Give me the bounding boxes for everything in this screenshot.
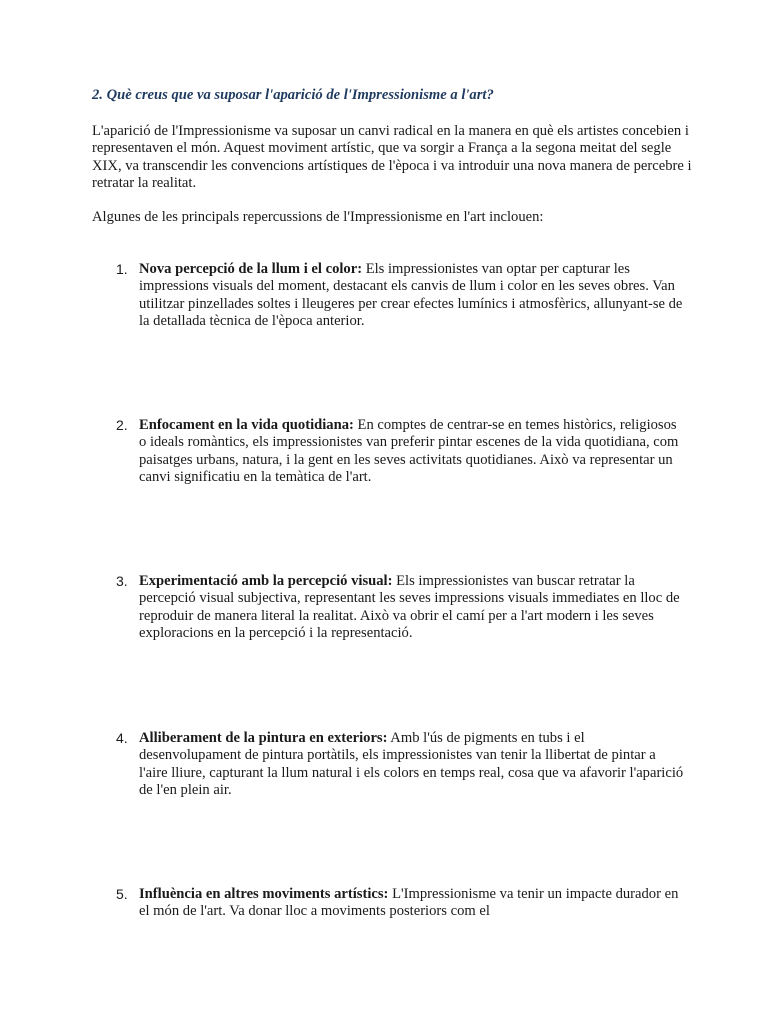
list-item-text — [139, 886, 684, 921]
list-item-body: En comptes de centrar-se en temes històrics, religiosos o ideals romàntics, els impressionistes van preferir pintar escenes de la vida quotidiana, com paisatges urbans, natura, i la gent en les seves activitats quotidianes. Això va representar un canvi significatiu en la temàtica de l'art. — [139, 417, 679, 486]
intro-paragraph: L'aparició de l'Impressionisme va suposar un canvi radical en la manera en què els artistes concebien i representaven el món. Aquest moviment artístic, que va sorgir a França a la segona meitat del segle XIX, va transcendir les convencions artístiques de l'època i va introduir una nova manera de percebre i retratar la realitat. — [92, 123, 692, 192]
list-item-number: 1. — [116, 261, 128, 277]
lead-paragraph: Algunes de les principals repercussions de l'Impressionisme en l'art inclouen: — [92, 209, 544, 225]
list-item-title: Enfocament en la vida quotidiana: — [139, 417, 354, 433]
list-item-number: 5. — [116, 886, 128, 902]
list-item-text — [139, 573, 684, 643]
list-item-body: Amb l'ús de pigments en tubs i el desenvolupament de pintura portàtils, els impressionistes van tenir la llibertat de pintar a l'aire lliure, capturant la llum natural i els colors en temps real, cosa que va afavorir l'aparició de l'en plein air. — [139, 730, 684, 799]
list-item-text — [139, 730, 684, 800]
list-item-number: 3. — [116, 573, 128, 589]
list-item-number: 4. — [116, 730, 128, 746]
list-item-title: Nova percepció de la llum i el color: — [139, 261, 363, 277]
list-item-title: Alliberament de la pintura en exteriors: — [139, 730, 388, 746]
list-item-text — [139, 417, 684, 487]
list-item-body: Els impressionistes van buscar retratar la percepció visual subjectiva, representant les seves impressions visuals immediates en lloc de reproduir de manera literal la realitat. Això va obrir el camí per a l'art modern i les seves exploracions en la percepció i la representació. — [139, 573, 680, 642]
list-item-text — [139, 261, 684, 331]
list-item-body: Els impressionistes van optar per capturar les impressions visuals del moment, destacant els canvis de llum i color en les seves obres. Van utilitzar pinzellades soltes i lleugeres per crear efectes lumínics i atmosfèrics, allunyant-se de la detallada tècnica de l'època anterior. — [139, 261, 683, 330]
list-item-body: L'Impressionisme va tenir un impacte durador en el món de l'art. Va donar lloc a moviments posteriors com el — [139, 886, 679, 920]
list-item-title: Experimentació amb la percepció visual: — [139, 573, 393, 589]
list-item-title: Influència en altres moviments artístics: — [139, 886, 389, 902]
question-heading: 2. Què creus que va suposar l'aparició de l'Impressionisme a l'art? — [92, 87, 494, 103]
list-item-number: 2. — [116, 417, 128, 433]
